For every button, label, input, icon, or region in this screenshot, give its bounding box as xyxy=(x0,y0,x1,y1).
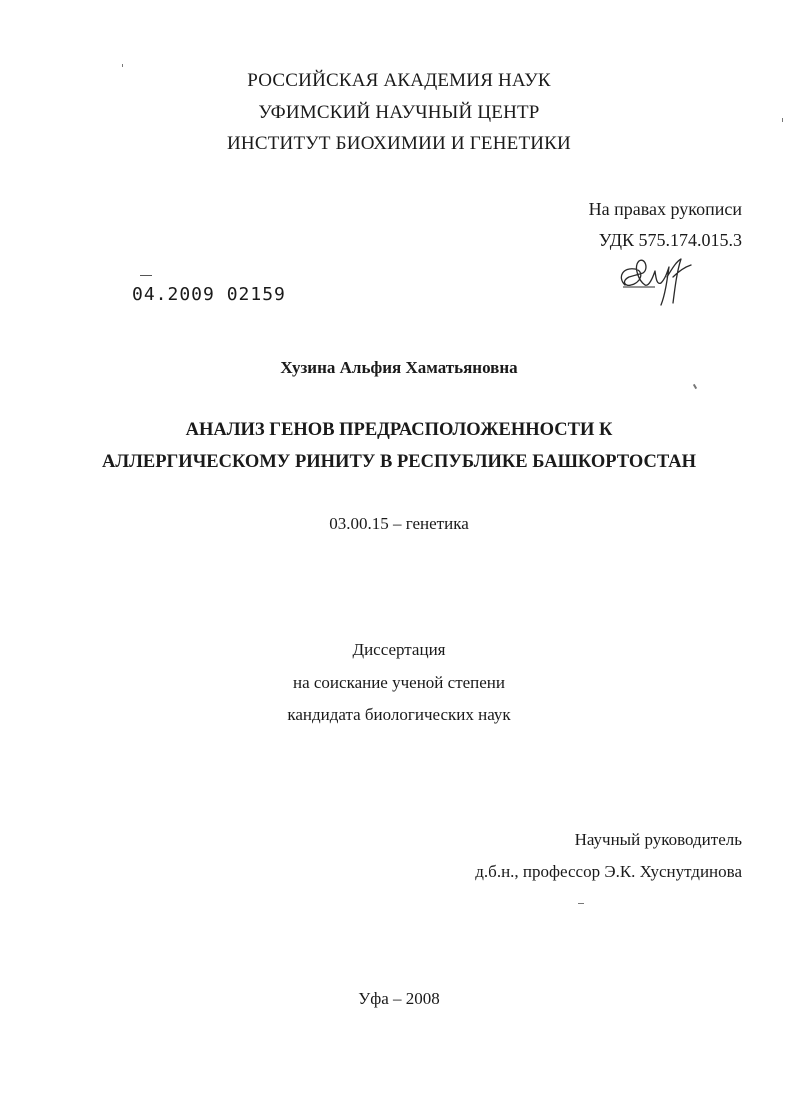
handwritten-signature xyxy=(615,247,695,312)
degree-field: кандидата биологических наук xyxy=(287,705,511,724)
place-and-year: Уфа – 2008 xyxy=(358,989,440,1008)
degree-purpose: на соискание ученой степени xyxy=(292,673,506,692)
stamp-mark xyxy=(140,275,152,276)
degree-type: Диссертация xyxy=(352,640,446,659)
scan-speck xyxy=(578,903,584,904)
academy-name: РОССИЙСКАЯ АКАДЕМИЯ НАУК xyxy=(247,70,551,91)
specialty-code: 03.00.15 – генетика xyxy=(329,514,469,533)
udc-code: УДК 575.174.015.3 xyxy=(598,230,742,250)
supervisor-label: Научный руководитель xyxy=(574,830,742,849)
library-stamp-number: 04.2009 02159 xyxy=(132,284,286,305)
dissertation-title-line-2: АЛЛЕРГИЧЕСКОМУ РИНИТУ В РЕСПУБЛИКЕ БАШКОРТОСТАН xyxy=(101,452,697,472)
scan-speck xyxy=(122,64,123,67)
scientific-center-name: УФИМСКИЙ НАУЧНЫЙ ЦЕНТР xyxy=(258,102,540,123)
supervisor-name: д.б.н., профессор Э.К. Хуснутдинова xyxy=(475,862,742,881)
scan-speck xyxy=(693,384,697,389)
institute-name: ИНСТИТУТ БИОХИМИИ И ГЕНЕТИКИ xyxy=(227,133,571,154)
author-name: Хузина Альфия Хаматьяновна xyxy=(280,358,518,377)
manuscript-rights-label: На правах рукописи xyxy=(588,199,742,219)
dissertation-title-line-1: АНАЛИЗ ГЕНОВ ПРЕДРАСПОЛОЖЕННОСТИ К xyxy=(185,420,613,440)
scan-speck xyxy=(782,118,783,122)
